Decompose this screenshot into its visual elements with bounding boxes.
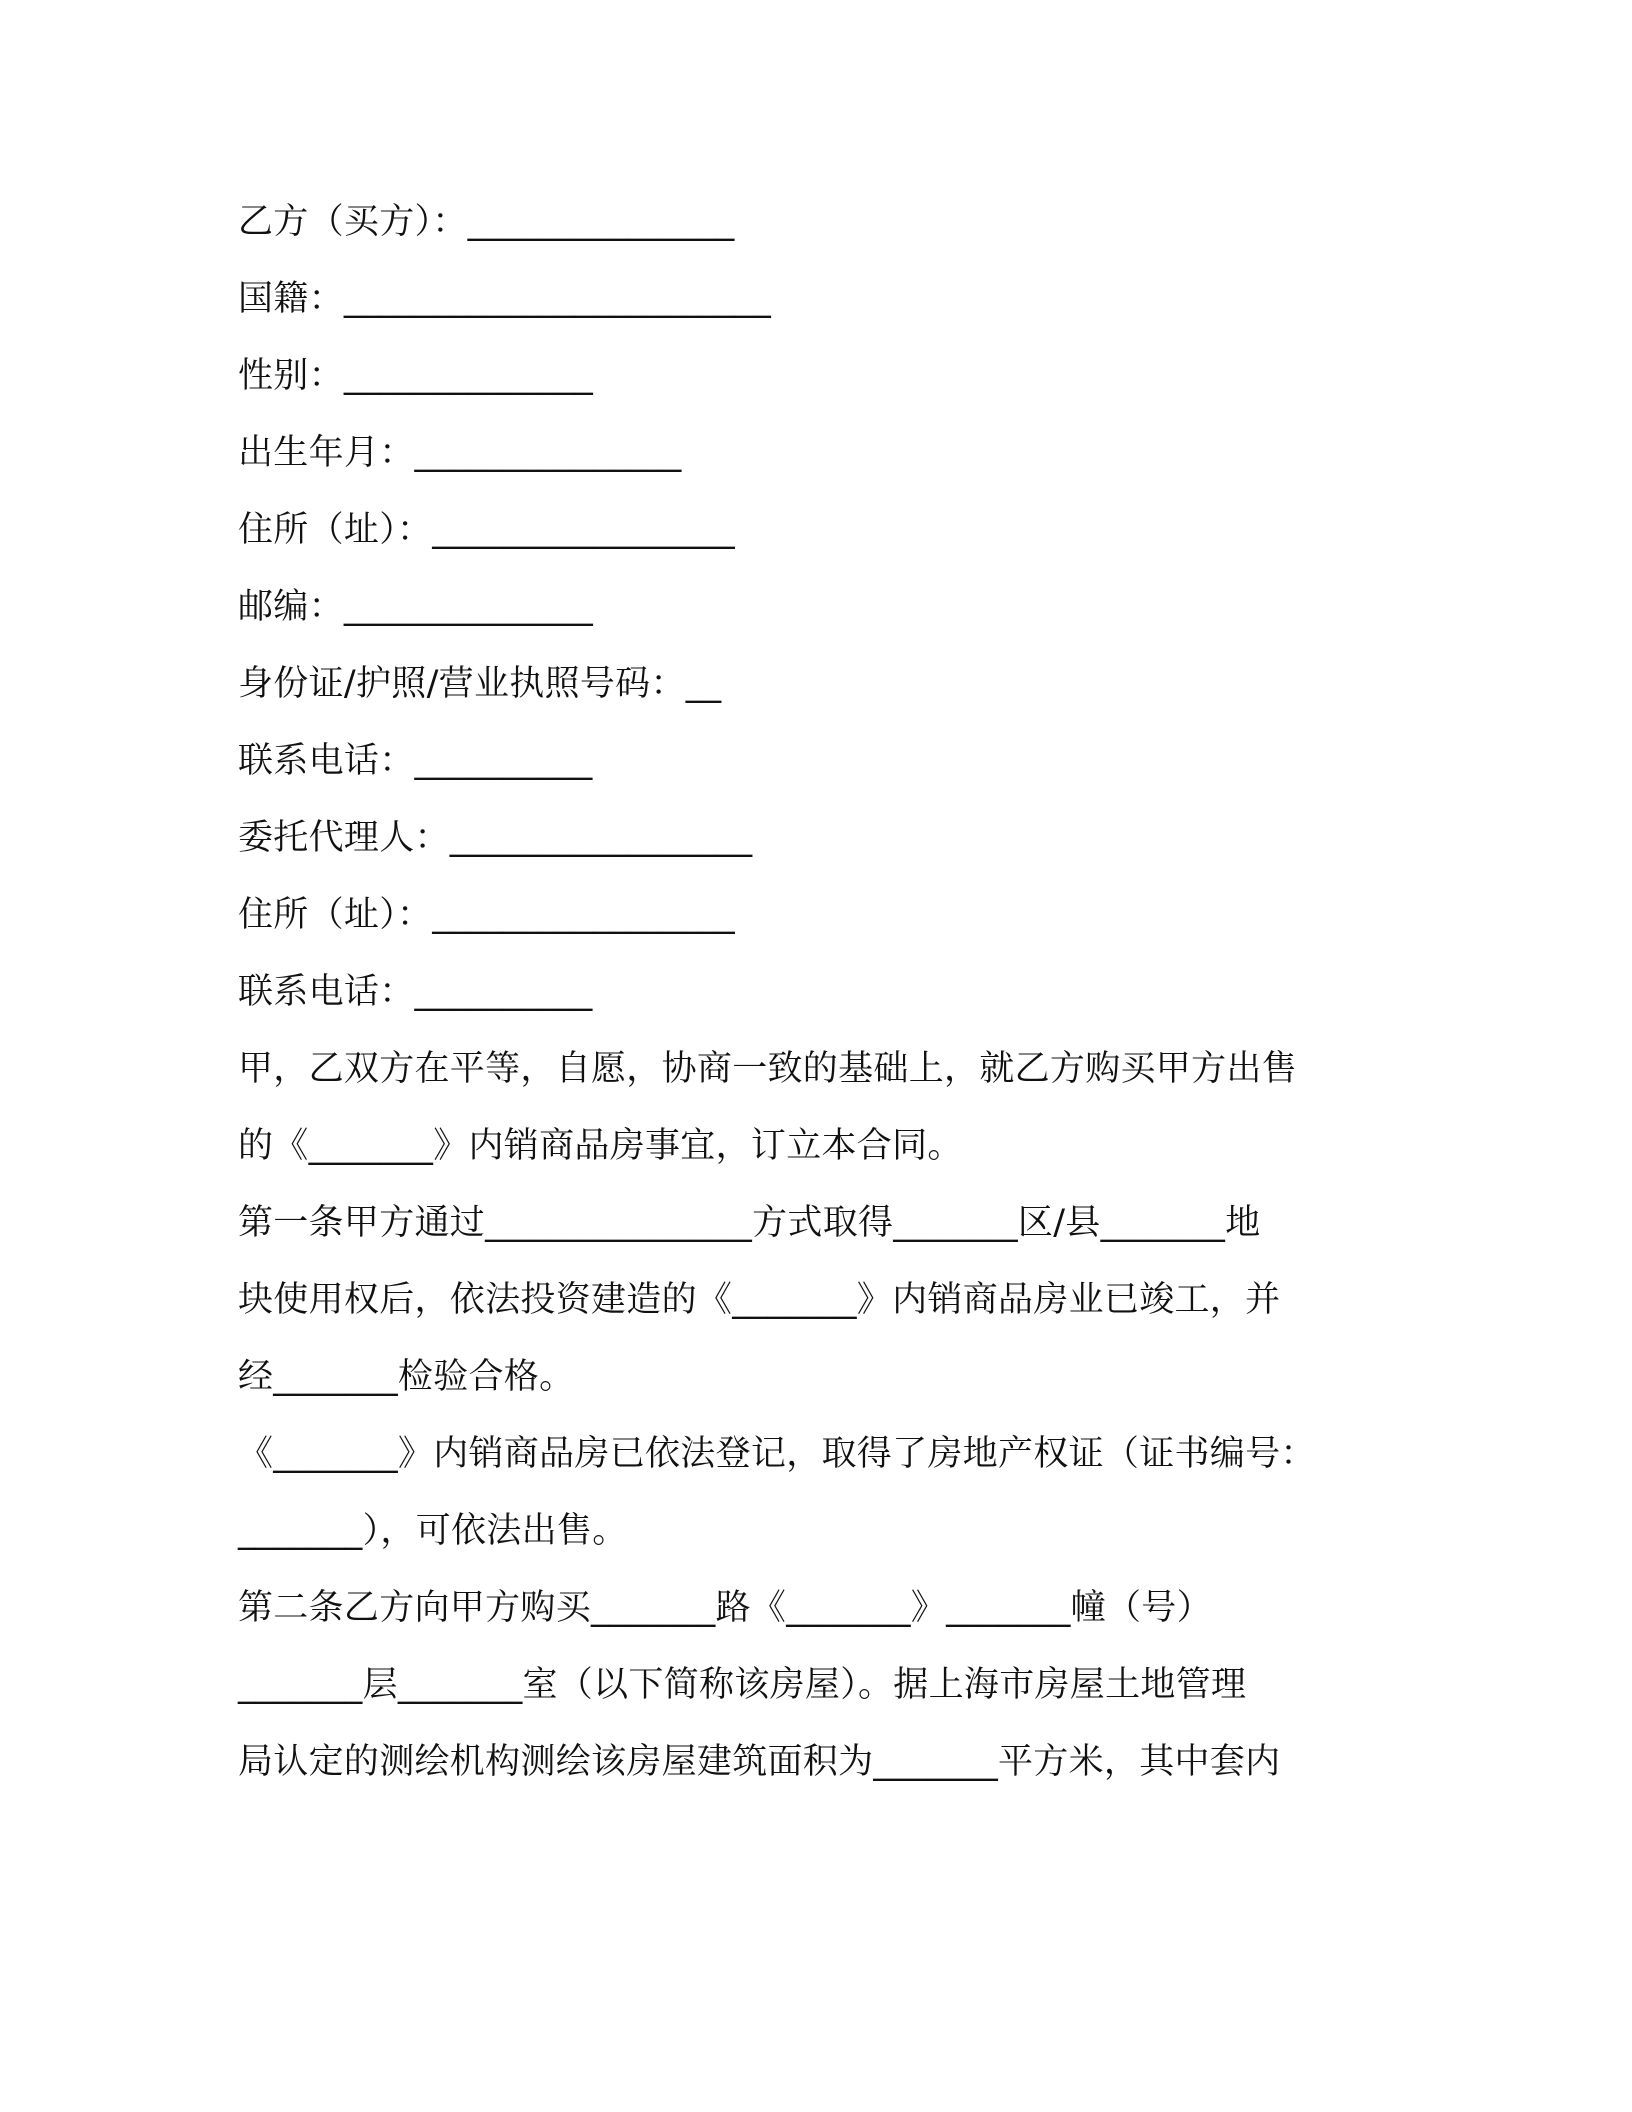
article-2-line-2: _______层_______室（以下简称该房屋）。据上海市房屋土地管理 [238, 1665, 1247, 1705]
agent-phone-line: 联系电话：__________ [238, 972, 593, 1012]
postcode-line: 邮编：______________ [238, 587, 594, 627]
article-1-line-4: 《_______》内销商品房已依法登记，取得了房地产权证（证书编号： [238, 1434, 1316, 1474]
article-2-line-1: 第二条乙方向甲方购买_______路《_______》_______幢（号） [238, 1588, 1212, 1628]
agent-line: 委托代理人：_________________ [238, 818, 753, 858]
contract-body [238, 184, 1394, 1801]
article-1-line-2: 块使用权后，依法投资建造的《_______》内销商品房业已竣工，并 [238, 1280, 1281, 1320]
agent-address-line: 住所（址）：_________________ [238, 895, 735, 935]
article-1-line-3: 经_______检验合格。 [238, 1357, 575, 1397]
birth-date-line: 出生年月：_______________ [238, 433, 682, 473]
preamble-line-1: 甲，乙双方在平等，自愿，协商一致的基础上，就乙方购买甲方出售 [238, 1049, 1298, 1089]
article-2-line-3: 局认定的测绘机构测绘该房屋建筑面积为_______平方米，其中套内 [238, 1742, 1281, 1782]
nationality-line: 国籍：________________________ [238, 279, 772, 319]
article-1-line-5: _______），可依法出售。 [238, 1511, 628, 1551]
phone-line: 联系电话：__________ [238, 741, 593, 781]
party-b-buyer-line: 乙方（买方）：_______________ [238, 202, 735, 242]
article-1-line-1: 第一条甲方通过_______________方式取得_______区/县_______地 [238, 1203, 1261, 1243]
gender-line: 性别：______________ [238, 356, 594, 396]
preamble-line-2: 的《_______》内销商品房事宜，订立本合同。 [238, 1126, 963, 1166]
address-line: 住所（址）：_________________ [238, 510, 735, 550]
id-number-line: 身份证/护照/营业执照号码：__ [238, 664, 722, 704]
